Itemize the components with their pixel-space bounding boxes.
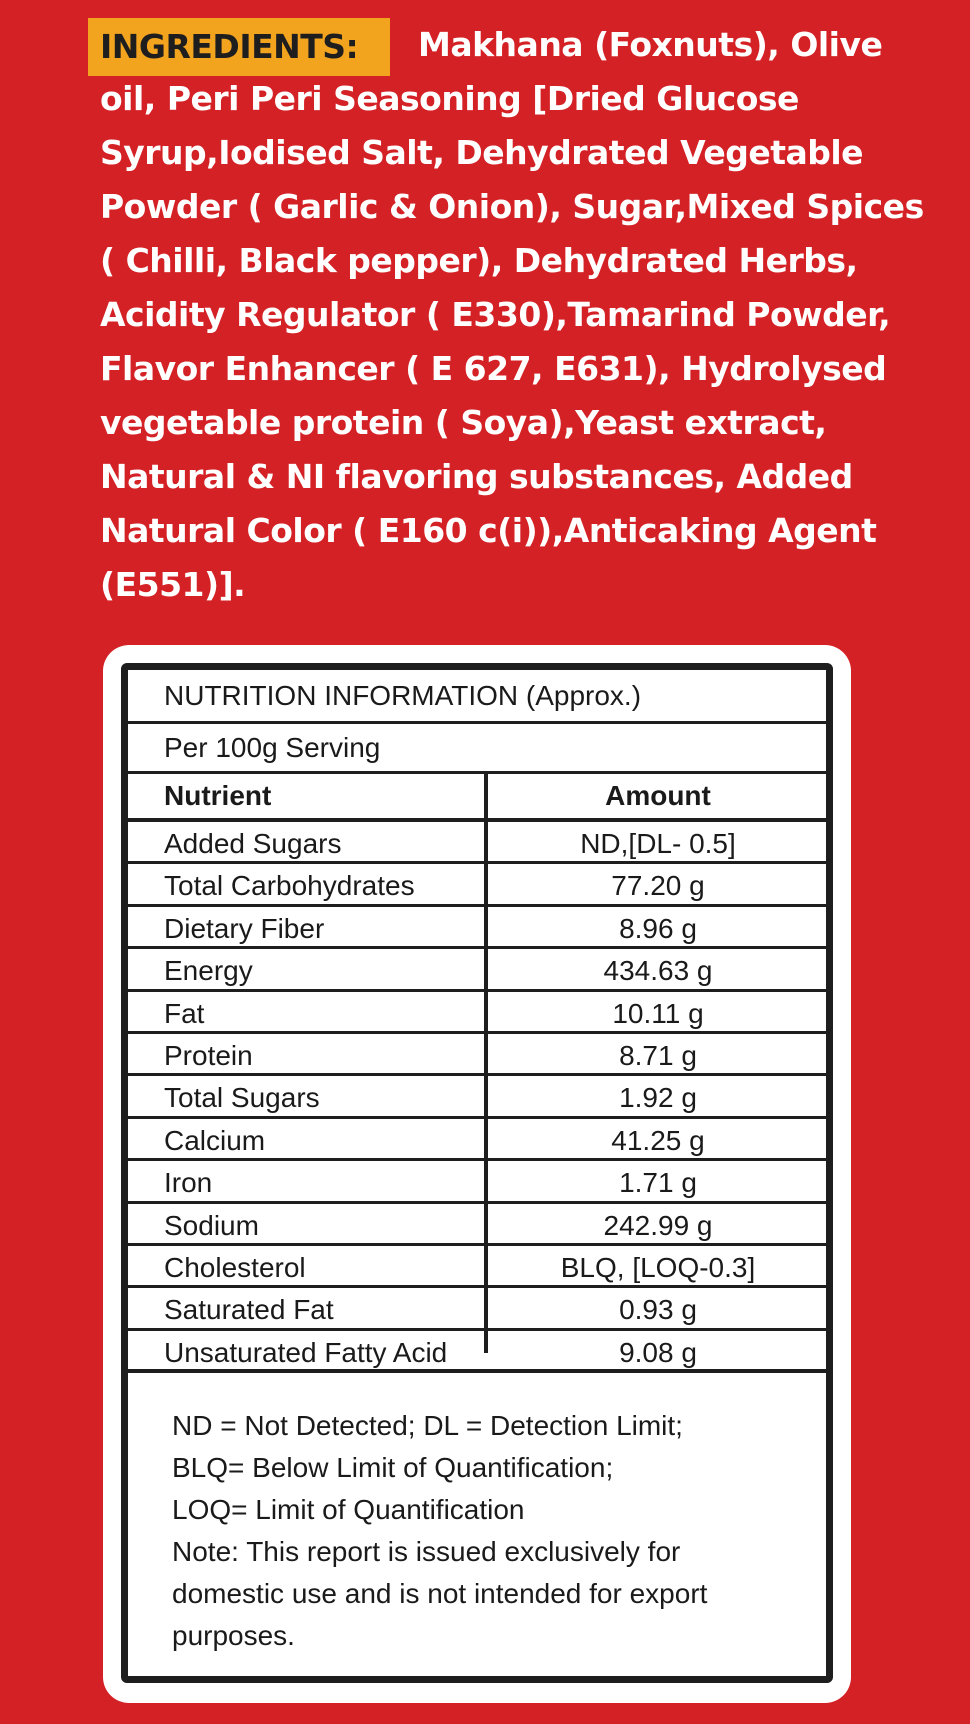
nutrient-name: Cholesterol (164, 1252, 306, 1283)
table-row (128, 864, 826, 906)
nutrient-amount: 0.93 g (619, 1294, 697, 1326)
nutrient-amount: 9.08 g (619, 1336, 697, 1368)
table-header-row (128, 774, 826, 822)
nutrient-name: Unsaturated Fatty Acid (164, 1336, 448, 1368)
nutrient-amount: 8.96 g (619, 912, 697, 944)
nutrient-amount: BLQ, [LOQ-0.3] (560, 1252, 756, 1283)
table-row (128, 1119, 826, 1161)
serving-row (128, 724, 826, 774)
nutrient-name: Iron (164, 1167, 213, 1199)
nutrient-amount: 242.99 g (603, 1209, 713, 1241)
footnotes (172, 1405, 812, 1657)
ingredients-block (100, 18, 940, 612)
table-row (128, 822, 826, 864)
nutrient-amount: 1.92 g (619, 1082, 697, 1114)
nutrient-amount: 10.11 g (612, 997, 704, 1029)
nutrient-name: Dietary Fiber (164, 912, 325, 944)
nutrient-amount: 434.63 g (603, 955, 713, 987)
nutrient-name: Energy (164, 955, 253, 987)
nutrient-amount: 8.71 g (619, 1040, 697, 1071)
nutrient-name: Sodium (164, 1209, 259, 1241)
footnote-line: ND = Not Detected; DL = Detection Limit; (172, 1410, 683, 1441)
nutrient-name: Total Carbohydrates (164, 870, 415, 902)
nutrient-name: Calcium (164, 1124, 266, 1156)
nutrient-name: Total Sugars (164, 1082, 320, 1114)
table-row (128, 1331, 826, 1373)
nutrition-title: NUTRITION INFORMATION (Approx.) (164, 680, 642, 711)
serving-size: Per 100g Serving (164, 732, 381, 763)
nutrient-name: Added Sugars (164, 828, 342, 859)
ingredients-text: Makhana (Foxnuts), Olive oil, Peri Peri Seasoning [Dried Glucose Syrup,Iodised Salt, Dehydrated Vegetable Powder ( Garlic & Onion), Sugar,Mixed Spices ( Chilli, Black pepper), Dehydrated Herbs, Acidity Regulator ( E330),Tamarind Powder, Flavor Enhancer ( E 627, E631), Hydrolysed vegetable protein ( Soya),Yeast extract, Natural & NI flavoring substances, Added Natural Color ( E160 c(i)),Anticaking Agent (E551)]. (100, 25, 924, 604)
table-row (128, 1288, 826, 1330)
nutrient-amount: ND,[DL- 0.5] (580, 828, 736, 859)
column-divider (484, 774, 488, 1353)
nutrient-amount: 77.20 g (611, 870, 705, 902)
nutrient-header: Nutrient (164, 780, 272, 811)
nutrient-name: Protein (164, 1040, 253, 1071)
footnote-line: purposes. (172, 1620, 295, 1651)
nutrition-title-row (128, 670, 826, 724)
table-row (128, 907, 826, 949)
table-row (128, 992, 826, 1034)
footnote-line: Note: This report is issued exclusively for (172, 1536, 681, 1567)
footnote-line: LOQ= Limit of Quantification (172, 1494, 525, 1525)
nutrient-amount: 1.71 g (619, 1167, 697, 1199)
nutrition-card (103, 645, 851, 1703)
nutrient-amount: 41.25 g (611, 1124, 705, 1156)
table-row (128, 1076, 826, 1118)
ingredients-label: INGREDIENTS: (88, 18, 390, 76)
table-row (128, 949, 826, 991)
table-row (128, 1034, 826, 1076)
footnote-line: domestic use and is not intended for export (172, 1578, 708, 1609)
nutrition-table (121, 663, 833, 1683)
table-row (128, 1246, 826, 1288)
table-row (128, 1204, 826, 1246)
footnote-line: BLQ= Below Limit of Quantification; (172, 1452, 614, 1483)
amount-header: Amount (605, 780, 711, 811)
nutrient-name: Saturated Fat (164, 1294, 334, 1326)
table-row (128, 1161, 826, 1203)
nutrient-name: Fat (164, 997, 205, 1029)
